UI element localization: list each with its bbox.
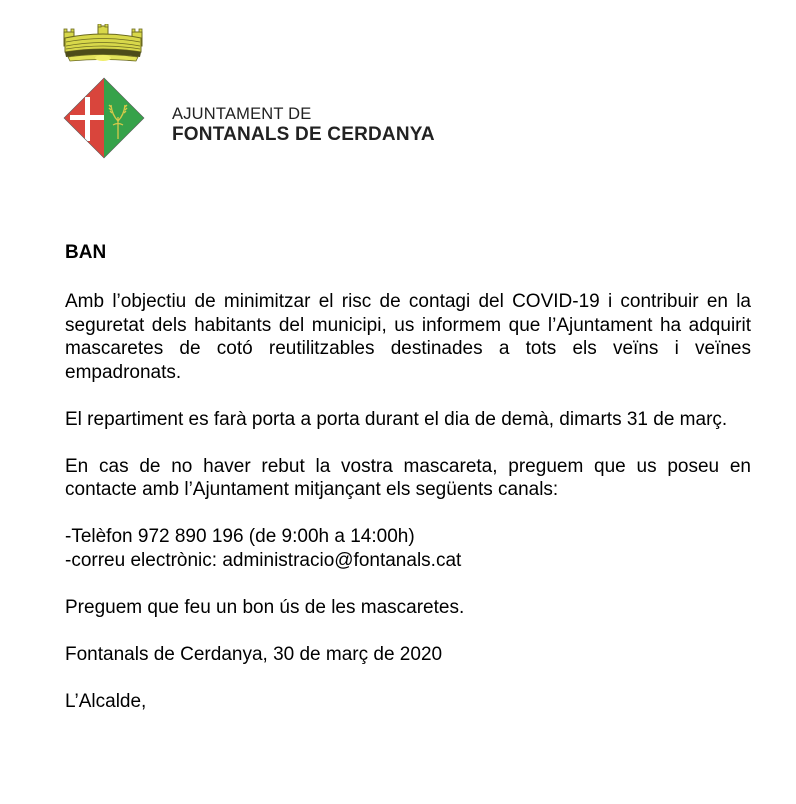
paragraph-intro: Amb l’objectiu de minimitzar el risc de contagi del COVID-19 i contribuir en la seguretat dels habitants del municipi, us informem que l’Ajuntament ha adquirit mascaretes de cotó reutilitzables destinades a tots els veïns i veïnes empadronats. [65,291,751,383]
mural-crown-icon [62,24,144,64]
paragraph-distribution: El repartiment es farà porta a porta durant el dia de demà, dimarts 31 de març. [65,408,728,430]
coat-of-arms-icon [63,77,145,159]
place-date: Fontanals de Cerdanya, 30 de març de 2020 [65,643,443,665]
org-name-line1: AJUNTAMENT DE [172,105,312,123]
contact-phone: -Telèfon 972 890 196 (de 9:00h a 14:00h) [65,526,415,547]
contact-list [65,525,751,572]
contact-email: -correu electrònic: administracio@fontanals.cat [65,549,462,571]
signature: L’Alcalde, [65,690,147,712]
notice-title: BAN [65,242,107,263]
organization-name [172,105,435,145]
org-name-line2: FONTANALS DE CERDANYA [172,124,435,145]
closing-text: Preguem que feu un bon ús de les mascaretes. [65,596,465,618]
paragraph-contact: En cas de no haver rebut la vostra mascareta, preguem que us poseu en contacte amb l’Ajuntament mitjançant els següents canals: [65,455,751,500]
notice-body [65,240,751,737]
